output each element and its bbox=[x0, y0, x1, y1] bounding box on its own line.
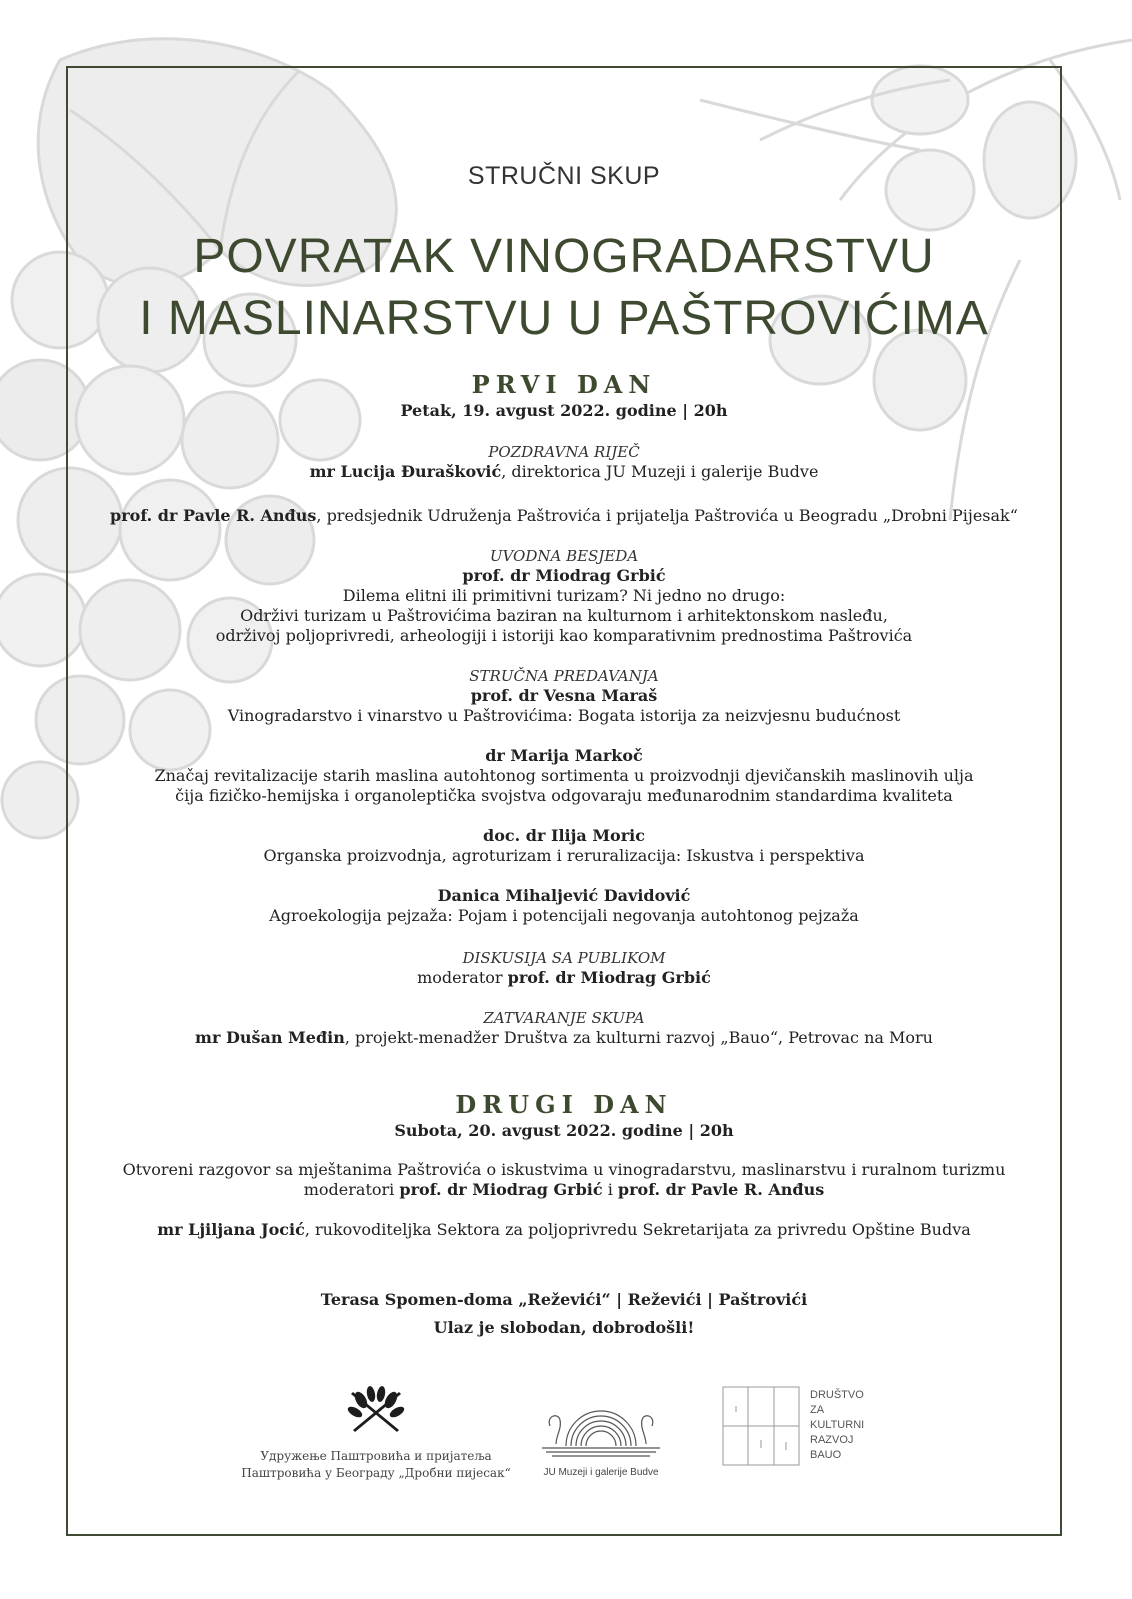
event-title bbox=[66, 226, 1062, 350]
bauo-name: DRUŠTVO ZA KULTURNI RAZVOJ BAUO bbox=[810, 1389, 865, 1461]
association-logo bbox=[226, 1386, 526, 1482]
discussion-section bbox=[66, 948, 1062, 988]
venue-entry: Ulaz je slobodan, dobrodošli! bbox=[433, 1318, 695, 1337]
closing-speaker: mr Dušan Međin, projekt-menadžer Društva za kulturni razvoj „Bauo“, Petrovac na Moru bbox=[195, 1028, 933, 1047]
closing-section bbox=[66, 1008, 1062, 1048]
day1-header bbox=[66, 370, 1062, 422]
lecture-item bbox=[66, 746, 1062, 806]
lecture-title: Organska proizvodnja, agroturizam i reruralizacija: Iskustva i perspektiva bbox=[263, 846, 865, 865]
closing-label: ZATVARANJE SKUPA bbox=[483, 1009, 645, 1027]
venue-info bbox=[66, 1286, 1062, 1342]
intro-text-2: Održivi turizam u Paštrovićima baziran na kulturnom i arhitektonskom nasleđu, bbox=[240, 606, 888, 625]
lectures-section bbox=[66, 666, 1062, 726]
intro-text-1: Dilema elitni ili primitivni turizam? Ni jedno no drugo: bbox=[342, 586, 786, 605]
greeting-speaker-2: prof. dr Pavle R. Anđus, predsjednik Udruženja Paštrovića i prijatelja Paštrovića u Beogradu „Drobni Pijesak“ bbox=[110, 506, 1018, 525]
day2-moderators: moderatori prof. dr Miodrag Grbić i prof. dr Pavle R. Anđus bbox=[303, 1180, 825, 1199]
day2-header bbox=[66, 1090, 1062, 1142]
association-name-2: Паштровића у Београду „Дробни пијесак“ bbox=[241, 1466, 511, 1480]
lecture-item bbox=[66, 886, 1062, 926]
discussion-moderator: moderator prof. dr Miodrag Grbić bbox=[417, 968, 711, 987]
lecture-title: Agroekologija pejzaža: Pojam i potencijali negovanja autohtonog pejzaža bbox=[269, 906, 859, 925]
intro-section bbox=[66, 546, 1062, 646]
day2-talk bbox=[66, 1160, 1062, 1200]
association-name-1: Удружење Паштровића и пријатеља bbox=[260, 1449, 492, 1463]
greeting-label: POZDRAVNA RIJEČ bbox=[488, 443, 640, 461]
day2-heading: DRUGI DAN bbox=[455, 1090, 673, 1119]
day1-date: Petak, 19. avgust 2022. godine | 20h bbox=[400, 401, 728, 420]
bauo-logo bbox=[722, 1386, 882, 1470]
lecture-title: Vinogradarstvo i vinarstvo u Paštrovićima: Bogata istorija za neizvjesnu budućnost bbox=[227, 706, 901, 725]
greeting-section bbox=[66, 442, 1062, 482]
day1-heading: PRVI DAN bbox=[471, 370, 657, 399]
lecture-speaker: dr Marija Markoč bbox=[485, 746, 643, 765]
greeting-speaker-1: mr Lucija Đurašković, direktorica JU Muzeji i galerije Budve bbox=[309, 462, 819, 481]
title-line-2: I MASLINARSTVU U PAŠTROVIĆIMA bbox=[139, 292, 989, 345]
venue-location: Terasa Spomen-doma „Reževići“ | Reževići | Paštrovići bbox=[320, 1290, 808, 1309]
museum-logo bbox=[536, 1386, 666, 1481]
day2-talk-title: Otvoreni razgovor sa mještanima Paštrovića o iskustvima u vinogradarstvu, maslinarstvu i ruralnom turizmu bbox=[122, 1160, 1006, 1179]
lecture-speaker: prof. dr Vesna Maraš bbox=[470, 686, 658, 705]
lecture-speaker: doc. dr Ilija Moric bbox=[483, 826, 645, 845]
lecture-title-cont: čija fizičko-hemijska i organoleptička svojstva odgovaraju međunarodnim standardima kvaliteta bbox=[175, 786, 953, 805]
museum-name: JU Muzeji i galerije Budve bbox=[543, 1467, 659, 1478]
intro-speaker: prof. dr Miodrag Grbić bbox=[462, 566, 666, 585]
intro-text-3: održivoj poljoprivredi, arheologiji i istoriji kao komparativnim prednostima Paštrovića bbox=[215, 626, 913, 645]
day2-date: Subota, 20. avgust 2022. godine | 20h bbox=[394, 1121, 734, 1140]
lecture-title: Značaj revitalizacije starih maslina autohtonog sortimenta u proizvodnji djevičanskih maslinovih ulja bbox=[154, 766, 974, 785]
lecture-speaker: Danica Mihaljević Davidović bbox=[437, 886, 691, 905]
title-line-1: POVRATAK VINOGRADARSTVU bbox=[193, 230, 935, 283]
laurel-icon bbox=[341, 1386, 411, 1434]
lectures-label: STRUČNA PREDAVANJA bbox=[469, 667, 659, 685]
discussion-label: DISKUSIJA SA PUBLIKOM bbox=[462, 949, 666, 967]
partner-logos bbox=[66, 1386, 1062, 1516]
day2-guest: mr Ljiljana Jocić, rukovoditeljka Sektora za poljoprivredu Sekretarijata za privredu Opštine Budva bbox=[157, 1220, 971, 1239]
lecture-item bbox=[66, 826, 1062, 866]
event-type: STRUČNI SKUP bbox=[467, 162, 661, 190]
museum-emblem-icon bbox=[536, 1386, 666, 1460]
intro-label: UVODNA BESJEDA bbox=[489, 547, 639, 565]
bauo-grid-icon bbox=[722, 1386, 800, 1466]
